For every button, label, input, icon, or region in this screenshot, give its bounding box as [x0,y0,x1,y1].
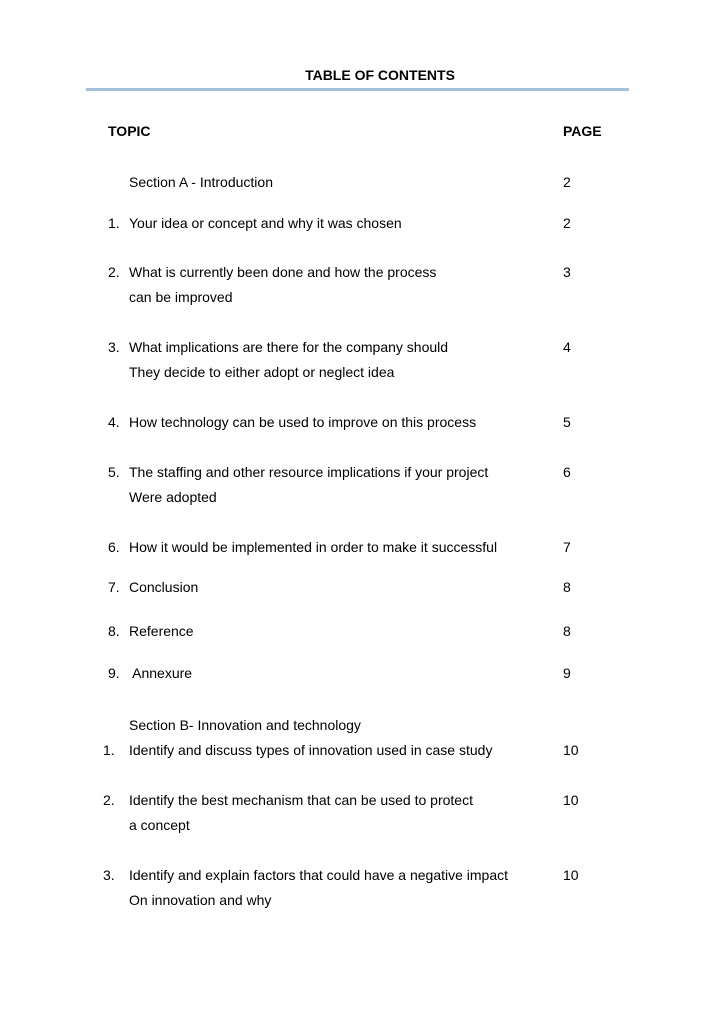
page-column-header: PAGE [563,123,602,139]
toc-entry-text: Reference [129,623,194,639]
toc-entry-number: 1. [108,215,120,231]
toc-entry-page: 2 [563,174,571,190]
toc-entry-page: 3 [563,264,571,280]
toc-entry-number: 6. [108,539,120,555]
toc-entry-text: The staffing and other resource implications if your project [129,464,489,480]
toc-entry-text: a concept [129,817,190,833]
title-divider [86,88,629,91]
toc-entry-text: What is currently been done and how the process [129,264,437,280]
toc-entry-page: 8 [563,623,571,639]
toc-entry-text: Section B- Innovation and technology [129,717,361,733]
toc-entry-text: They decide to either adopt or neglect idea [129,364,395,380]
toc-entry-text: How technology can be used to improve on this process [129,414,477,430]
toc-entry-text: Annexure [129,665,193,681]
toc-entry-text: can be improved [129,289,233,305]
page-title: TABLE OF CONTENTS [305,67,455,83]
toc-entry-text: Section A - Introduction [129,174,273,190]
toc-entry-number: 5. [108,464,120,480]
toc-entry-text: How it would be implemented in order to make it successful [129,539,498,555]
toc-entry-text: Identify the best mechanism that can be used to protect [129,792,473,808]
toc-entry-number: 9. [108,665,120,681]
toc-entry-number: 8. [108,623,120,639]
toc-entry-page: 9 [563,665,571,681]
toc-entry-page: 8 [563,579,571,595]
toc-entry-text: Conclusion [129,579,199,595]
toc-entry-page: 5 [563,414,571,430]
toc-entry-text: Identify and discuss types of innovation used in case study [129,742,493,758]
toc-entry-page: 10 [563,867,579,883]
toc-entry-number: 7. [108,579,120,595]
toc-entry-text: Were adopted [129,489,217,505]
toc-entry-text: On innovation and why [129,892,272,908]
toc-entry-number: 1. [103,742,115,758]
toc-entry-number: 4. [108,414,120,430]
toc-entry-page: 7 [563,539,571,555]
toc-entry-text: Identify and explain factors that could have a negative impact [129,867,509,883]
toc-entry-text: What implications are there for the company should [129,339,449,355]
toc-entry-page: 6 [563,464,571,480]
topic-column-header: TOPIC [108,123,151,139]
toc-entry-number: 3. [103,867,115,883]
toc-entry-text: Your idea or concept and why it was chosen [129,215,402,231]
toc-entry-page: 10 [563,742,579,758]
toc-entry-page: 2 [563,215,571,231]
toc-entry-number: 2. [108,264,120,280]
toc-entry-page: 10 [563,792,579,808]
toc-entry-page: 4 [563,339,571,355]
toc-entry-number: 3. [108,339,120,355]
toc-entry-number: 2. [103,792,115,808]
